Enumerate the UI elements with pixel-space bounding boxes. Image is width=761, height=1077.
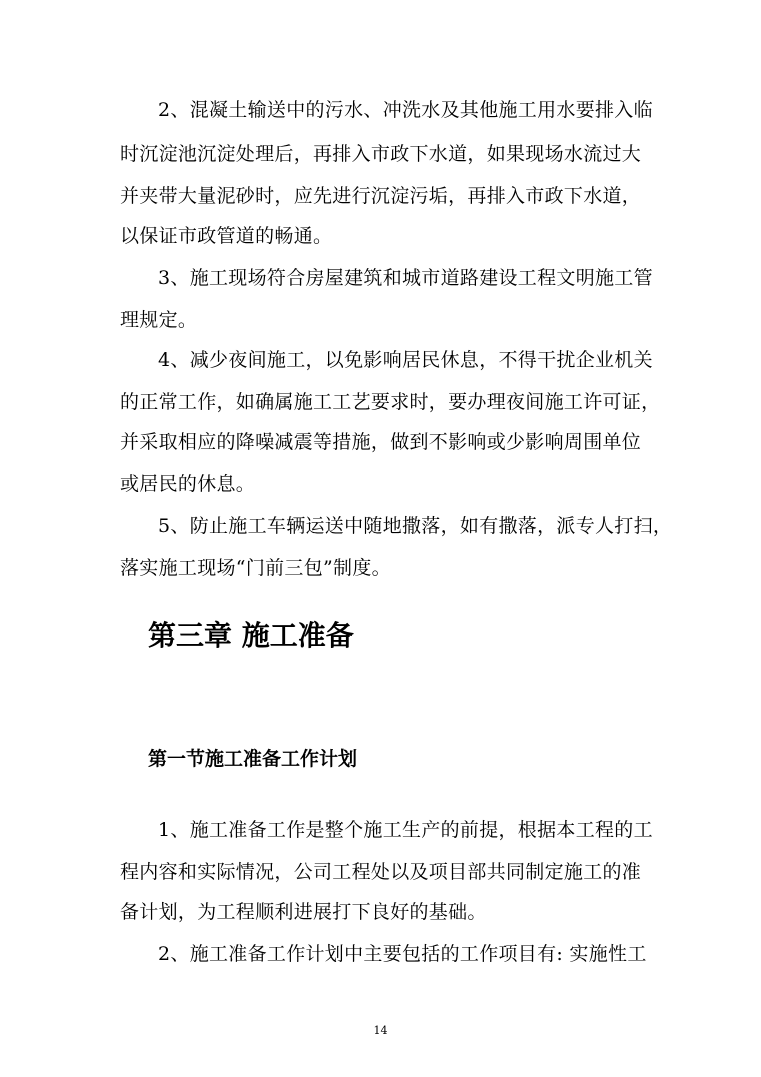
paragraph-5-line-2: 程内容和实际情况，公司工程处以及项目部共同制定施工的准 <box>120 861 642 883</box>
paragraph-3-line-4: 或居民的休息。 <box>120 473 256 495</box>
paragraph-5-line-3: 备计划，为工程顺利进展打下良好的基础。 <box>120 901 487 923</box>
paragraph-3-line-2: 的正常工作，如确属施工工艺要求时，要办理夜间施工许可证， <box>120 391 661 413</box>
paragraph-3-line-3: 并采取相应的降噪减震等措施，做到不影响或少影响周围单位 <box>120 431 642 453</box>
paragraph-1-line-3: 并夹带大量泥砂时，应先进行沉淀污垢，再排入市政下水道， <box>120 185 642 207</box>
paragraph-4-line-1: 5、防止施工车辆运送中随地撒落，如有撒落，派专人打扫， <box>158 515 673 537</box>
page-number: 14 <box>373 1024 388 1037</box>
paragraph-1-line-2: 时沉淀池沉淀处理后，再排入市政下水道，如果现场水流过大 <box>120 143 642 165</box>
paragraph-2-line-2: 理规定。 <box>120 309 198 331</box>
section-title: 第一节施工准备工作计划 <box>148 748 358 770</box>
paragraph-1-line-4: 以保证市政管道的畅通。 <box>120 225 333 247</box>
chapter-title: 第三章 施工准备 <box>148 619 354 652</box>
paragraph-5-line-1: 1、施工准备工作是整个施工生产的前提，根据本工程的工 <box>158 819 653 841</box>
paragraph-1-line-1: 2、混凝土输送中的污水、冲洗水及其他施工用水要排入临 <box>158 99 653 121</box>
paragraph-2-line-1: 3、施工现场符合房屋建筑和城市道路建设工程文明施工管 <box>158 267 653 289</box>
paragraph-4-line-2: 落实施工现场“门前三包”制度。 <box>120 557 391 579</box>
paragraph-6-line-1: 2、施工准备工作计划中主要包括的工作项目有: 实施性工 <box>158 943 647 965</box>
paragraph-3-line-1: 4、减少夜间施工，以免影响居民休息，不得干扰企业机关 <box>158 349 653 371</box>
